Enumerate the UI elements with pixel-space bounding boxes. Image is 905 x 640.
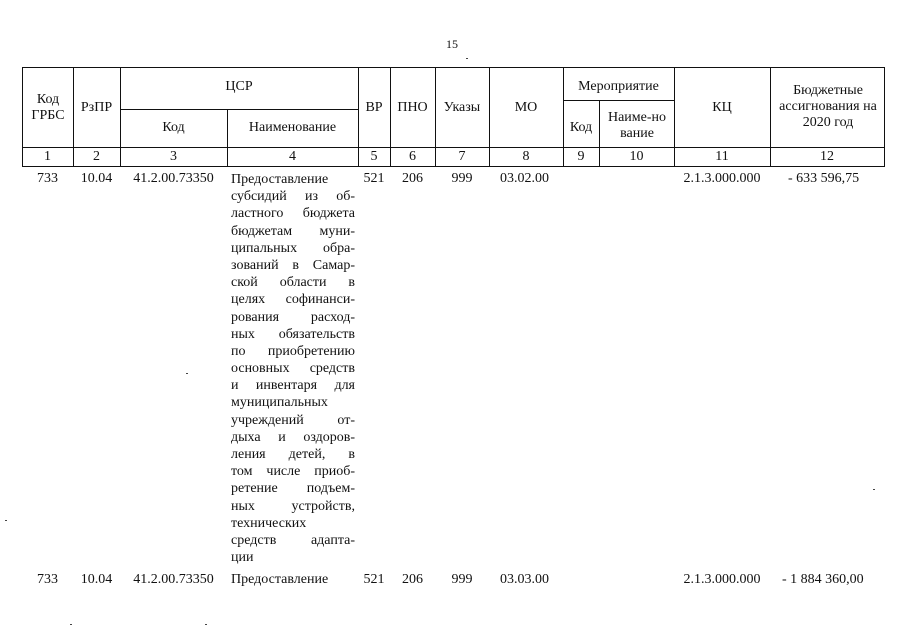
colnum-10: 10 [629,149,644,164]
row1-name-line: технических [231,515,307,531]
row1-name-line: учреждений от- [231,412,355,428]
colnum-2: 2 [93,149,100,164]
row2-vr: 521 [363,572,385,587]
meropriyatie-subheader-divider [563,100,674,101]
colnum-11: 11 [715,149,729,164]
row1-name-line: муниципальных [231,395,328,411]
colnum-5: 5 [370,149,378,164]
row2-name: Предоставление [231,572,329,587]
scan-speck [5,520,7,521]
scan-speck [205,624,207,625]
colnum-7: 7 [458,149,466,164]
header-kc: КЦ [712,100,732,115]
header-ukazy: Указы [443,100,481,115]
row1-name-line: ретение подъем- [231,481,355,497]
header-csr: ЦСР [225,79,253,94]
row1-name-line: по приобретению [231,343,355,359]
row1-name-line: целях софинанси- [231,292,355,308]
header-mer-name: Наиме-нование [607,110,667,141]
row1-name-line: ных обязательств [231,326,355,342]
row1-csr-code: 41.2.00.73350 [133,171,214,186]
row1-vr: 521 [363,171,385,186]
header-bottom-border [22,147,884,148]
colnum-4: 4 [289,149,296,164]
colnum-9: 9 [577,149,585,164]
row1-pno: 206 [402,171,423,186]
row1-grbs: 733 [37,171,58,186]
scan-speck [70,624,72,625]
row2-pno: 206 [402,572,423,587]
header-mer-kod: Код [569,120,593,135]
scan-speck [466,58,468,59]
header-csr-kod: Код [162,120,185,135]
header-pno: ПНО [397,100,428,115]
header-meropriyatie: Мероприятие [578,79,659,94]
row1-name-line: Предоставление [231,172,329,187]
row1-name-line: основных средств [231,361,355,377]
colnum-6: 6 [409,149,416,164]
row2-grbs: 733 [37,572,58,587]
header-csr-name: Наименование [248,120,337,135]
colnum-3: 3 [170,149,177,164]
row1-rzpr: 10.04 [80,171,113,186]
row1-amount: - 633 596,75 [788,171,860,186]
row1-name-line: ластного бюджета [231,206,355,222]
row1-name-line: средств адапта- [231,532,355,548]
row1-name-line: ных устройств, [231,498,355,514]
row1-name-line: зований в Самар- [231,257,355,273]
row1-name-line: том числе приоб- [231,464,355,480]
table-right-border [884,67,885,167]
row1-name-line: рования расход- [231,309,355,325]
row1-name-line: бюджетам муни- [231,223,355,239]
row1-name-line: ления детей, в [231,447,355,462]
row2-mo: 03.03.00 [500,572,549,587]
row1-name-line: и инвентаря для [231,378,355,394]
header-kod-grbs: Код ГРБС [31,92,65,123]
row1-name-line: дыха и оздоров- [231,429,355,445]
numbers-row-bottom-border [22,166,884,167]
page-number: 15 [446,37,458,51]
row1-name-line: ской области в [231,275,355,291]
row1-name-line: субсидий из об- [231,189,355,205]
table-top-border [22,67,884,68]
colnum-12: 12 [820,149,834,164]
row1-mo: 03.02.00 [500,171,549,186]
row2-amount: - 1 884 360,00 [782,572,864,587]
row2-csr-code: 41.2.00.73350 [133,572,214,587]
header-vr: ВР [365,100,383,115]
colnum-1: 1 [44,149,51,164]
colnum-8: 8 [522,149,530,164]
scan-speck [873,489,875,490]
row1-name-line: ции [231,550,254,566]
row1-name-line: ципальных обра- [231,240,355,256]
row1-name [231,171,355,566]
row2-rzpr: 10.04 [80,572,113,587]
header-mo: МО [514,100,538,115]
csr-subheader-divider [120,109,358,110]
row2-ukazy: 999 [451,572,473,587]
row2-kc: 2.1.3.000.000 [683,572,761,587]
scan-speck [186,373,188,374]
row1-kc: 2.1.3.000.000 [683,171,761,186]
row1-ukazy: 999 [451,171,473,186]
header-budget: Бюджетные ассигнования на 2020 год [779,83,877,130]
header-rzpr: РзПР [80,100,113,115]
